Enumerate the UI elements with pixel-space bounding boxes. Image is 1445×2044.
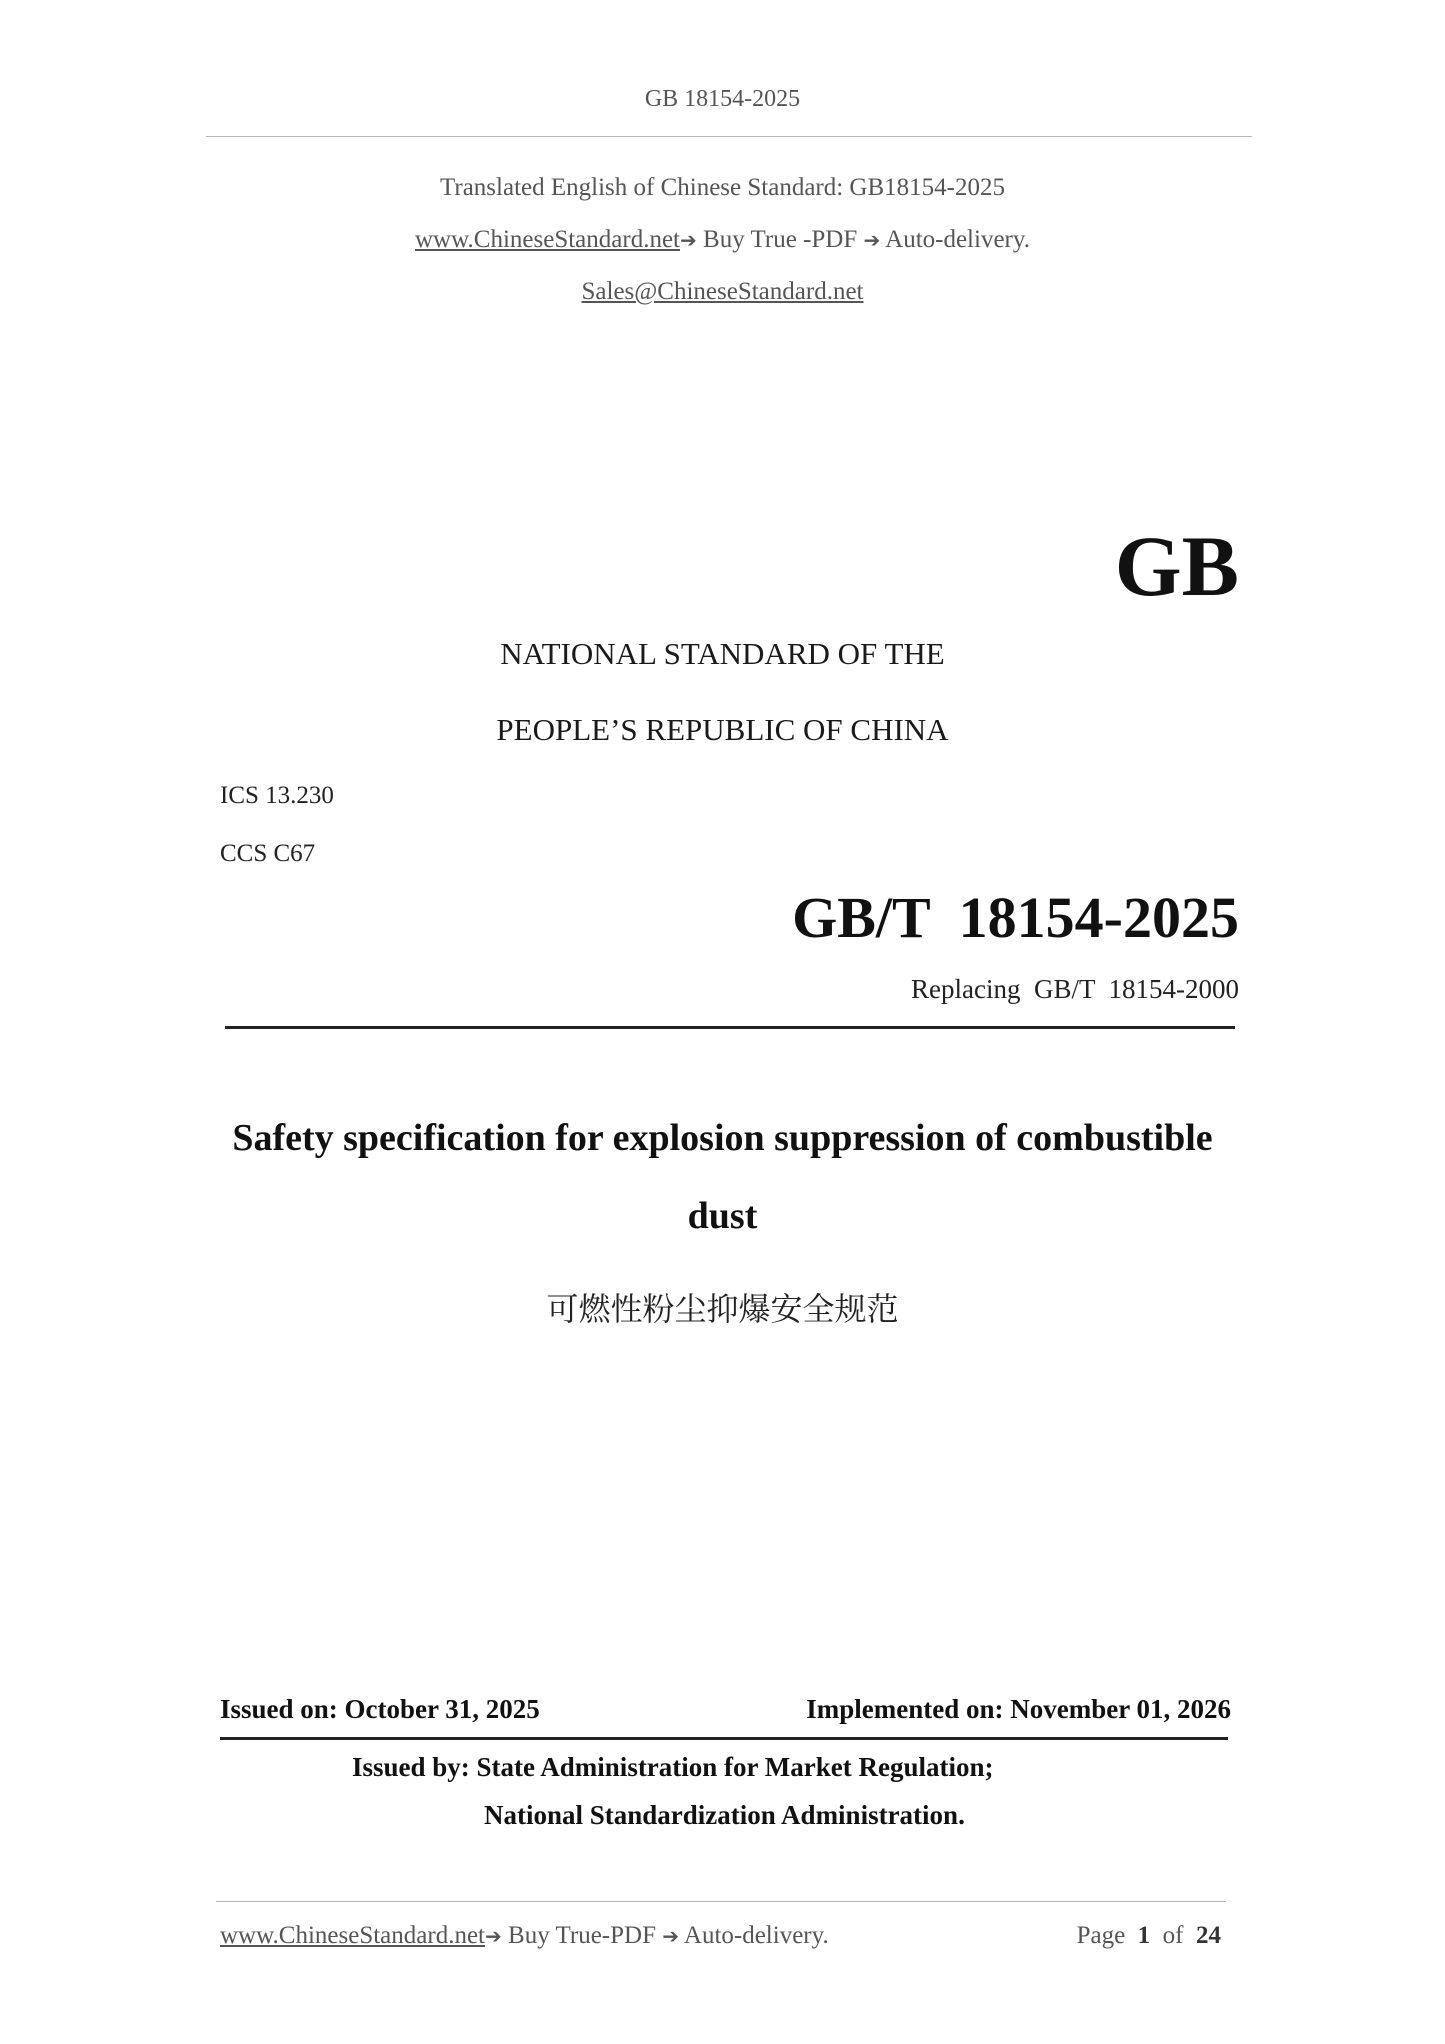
arrow-right-icon: ➔ (863, 228, 881, 252)
footer-auto-delivery: Auto-delivery. (679, 1922, 829, 1949)
promo-line (0, 226, 1445, 254)
ics-code: ICS 13.230 (220, 782, 334, 809)
issuance-rule (220, 1737, 1228, 1740)
translation-notice: Translated English of Chinese Standard: GB18154-2025 (439, 174, 1005, 201)
site-link[interactable]: www.ChineseStandard.net (415, 226, 680, 253)
footer-buy-text: Buy True-PDF (501, 1922, 663, 1949)
document-title-chinese: 可燃性粉尘抑爆安全规范 (546, 1290, 899, 1328)
arrow-right-icon: ➔ (680, 228, 697, 252)
document-title-line2: dust (687, 1195, 758, 1237)
auto-delivery-text: Auto-delivery. (880, 226, 1030, 253)
standard-number: GB/T 18154-2025 (792, 885, 1239, 950)
document-title-line1: Safety specification for explosion suppression of combustible (232, 1117, 1213, 1159)
national-standard-line1: NATIONAL STANDARD OF THE (500, 636, 945, 671)
replacing-note: Replacing GB/T 18154-2000 (911, 974, 1239, 1004)
page-total: 24 (1196, 1922, 1221, 1949)
arrow-right-icon: ➔ (662, 1924, 680, 1948)
buy-text: Buy True -PDF (696, 226, 864, 253)
page-indicator (1077, 1922, 1221, 1950)
sales-line (0, 278, 1445, 306)
header-divider (206, 136, 1252, 137)
issued-by-line1: Issued by: State Administration for Market Regulation; (352, 1752, 994, 1782)
national-standard-line2: PEOPLE’S REPUBLIC OF CHINA (496, 712, 949, 747)
footer-promo (220, 1922, 829, 1950)
footer-site-link[interactable]: www.ChineseStandard.net (220, 1922, 485, 1949)
running-header: GB 18154-2025 (644, 86, 801, 112)
title-rule (225, 1026, 1235, 1029)
implemented-on-date: Implemented on: November 01, 2026 (806, 1694, 1231, 1724)
page-current: 1 (1137, 1922, 1151, 1949)
footer-divider (216, 1901, 1226, 1902)
page-of: of (1162, 1922, 1184, 1949)
issued-by-line2: National Standardization Administration. (484, 1800, 965, 1830)
sales-email-link[interactable]: Sales@ChineseStandard.net (581, 278, 864, 305)
issued-on-date: Issued on: October 31, 2025 (220, 1694, 540, 1724)
page-label: Page (1076, 1922, 1126, 1949)
gb-logo-mark: GB (1114, 518, 1239, 614)
arrow-right-icon: ➔ (485, 1924, 502, 1948)
ccs-code: CCS C67 (220, 840, 316, 867)
